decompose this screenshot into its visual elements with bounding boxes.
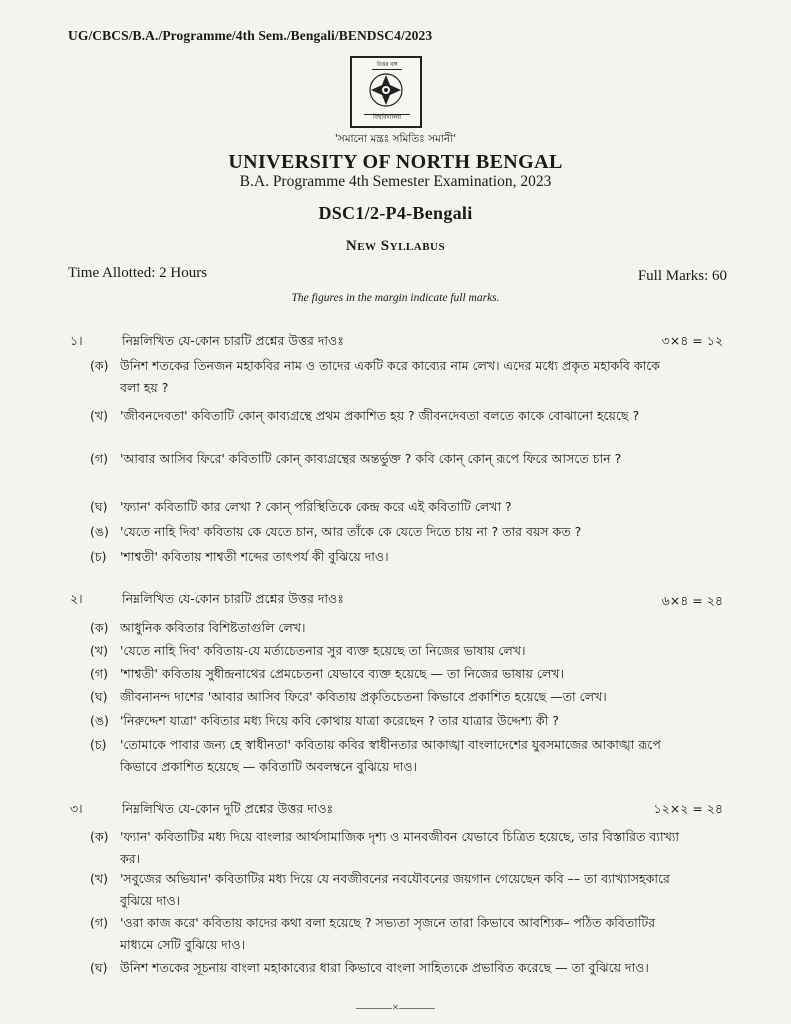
end-marker: ———×——— (356, 1000, 435, 1014)
item-label: (খ) (90, 871, 108, 886)
item-label: (ঘ) (90, 499, 108, 514)
item-text: 'যেতে নাহি দিব' কবিতায়-যে মর্ত্যচেতনার সুর ব্যক্ত হয়েছে তা নিজের ভাষায় লেখ। (120, 643, 526, 658)
item-label: (ক) (90, 620, 109, 635)
logo-top-text: উত্তর বঙ্গ (372, 62, 402, 70)
item-text: 'ওরা কাজ করে' কবিতায় কাদের কথা বলা হয়েছে ? সভ্যতা সৃজনে তারা কিভাবে আবশ্যিক– পঠিত কবিতাটির মাধ্যমে সেটি বুঝিয়ে দাও। (120, 915, 656, 952)
item-text: আধুনিক কবিতার বিশিষ্টতাগুলি লেখ। (120, 620, 306, 635)
paper-code: UG/CBCS/B.A./Programme/4th Sem./Bengali/BENDSC4/2023 (68, 28, 433, 43)
item-text: 'ফ্যান' কবিতাটির মধ্য দিয়ে বাংলার আর্থসামাজিক দৃশ্য ও মানবজীবন যেভাবে চিত্রিত হয়েছে, তার বিস্তারিত ব্যাখ্যা কর। (120, 829, 680, 866)
full-marks: Full Marks: 60 (637, 268, 727, 284)
margin-note: The figures in the margin indicate full marks. (291, 292, 500, 304)
item-text: 'জীবনদেবতা' কবিতাটি কোন্ কাব্যগ্রন্থে প্রথম প্রকাশিত হয় ? জীবনদেবতা বলতে কাকে বোঝানো হয়েছে ? (120, 408, 640, 423)
university-logo (350, 56, 422, 128)
item-text: 'ফ্যান' কবিতাটি কার লেখা ? কোন্ পরিস্থিতিকে কেন্দ্র করে এই কবিতাটি লেখা ? (120, 499, 512, 514)
university-motto: 'সমানো মন্ত্রঃ সমিতিঃ সমানী' (334, 133, 457, 145)
question-heading: নিম্নলিখিত যে-কোন চারটি প্রশ্নের উত্তর দাওঃ (122, 333, 344, 348)
question-number: ১। (70, 333, 83, 348)
logo-bottom-text: বিশ্ববিদ্যালয় (364, 114, 410, 122)
question-marks: ৩×৪ = ১২ (661, 333, 723, 348)
question-heading: নিম্নলিখিত যে-কোন দুটি প্রশ্নের উত্তর দাওঃ (122, 801, 334, 816)
item-text: উনিশ শতকের তিনজন মহাকবির নাম ও তাদের একটি করে কাব্যের নাম লেখ। এদের মধ্যে প্রকৃত মহাকবি কাকে বলা হয় ? (120, 358, 661, 395)
time-allotted: Time Allotted: 2 Hours (68, 265, 208, 281)
emblem-icon (368, 72, 404, 108)
item-label: (ক) (90, 829, 109, 844)
university-name: UNIVERSITY OF NORTH BENGAL (228, 151, 563, 173)
item-label: (খ) (90, 643, 108, 658)
question-number: ২। (70, 591, 83, 606)
item-text: জীবনানন্দ দাশের 'আবার আসিব ফিরে' কবিতায় প্রকৃতিচেতনা কিভাবে প্রকাশিত হয়েছে —তা লেখ। (120, 689, 607, 704)
item-text: 'তোমাকে পাবার জন্য হে স্বাধীনতা' কবিতায় কবির স্বাধীনতার আকাঙ্খা বাংলাদেশের যুবসমাজের আকাঙ্খা রূপে কিভাবে প্রকাশিত হয়েছে — কবিতাটি অবলম্বনে বুঝিয়ে দাও। (120, 737, 661, 774)
paper-title: DSC1/2-P4-Bengali (318, 203, 473, 223)
syllabus-label: New Syllabus (345, 238, 446, 254)
item-label: (ঙ) (90, 713, 109, 728)
item-label: (গ) (90, 666, 108, 681)
question-marks: ১২×২ = ২৪ (653, 801, 723, 816)
exam-title: B.A. Programme 4th Semester Examination, 2023 (239, 173, 552, 190)
question-heading: নিম্নলিখিত যে-কোন চারটি প্রশ্নের উত্তর দাওঃ (122, 591, 344, 606)
item-label: (চ) (90, 549, 107, 564)
item-label: (গ) (90, 915, 108, 930)
item-text: উনিশ শতকের সূচনায় বাংলা মহাকাব্যের ধারা কিভাবে বাংলা সাহিত্যকে প্রভাবিত করেছে — তা বুঝিয়ে দাও। (120, 960, 649, 975)
item-text: 'আবার আসিব ফিরে' কবিতাটি কোন্ কাব্যগ্রন্থের অন্তর্ভুক্ত ? কবি কোন্ কোন্ রূপে ফিরে আসতে চান ? (120, 451, 622, 466)
item-label: (ঘ) (90, 689, 108, 704)
item-label: (ঘ) (90, 960, 108, 975)
item-text: 'যেতে নাহি দিব' কবিতায় কে যেতে চান, আর তাঁকে কে যেতে দিতে চায় না ? তার বয়স কত ? (120, 524, 582, 539)
item-label: (চ) (90, 737, 107, 752)
item-text: 'নিরুদ্দেশ যাত্রা' কবিতার মধ্য দিয়ে কবি কোথায় যাত্রা করেছেন ? তার যাত্রার উদ্দেশ্য কী ? (120, 713, 559, 728)
item-label: (গ) (90, 451, 108, 466)
item-label: (খ) (90, 408, 108, 423)
item-text: 'শাশ্বতী' কবিতায় সুধীন্দ্রনাথের প্রেমচেতনা যেভাবে ব্যক্ত হয়েছে — তা নিজের ভাষায় লেখ। (120, 666, 564, 681)
question-marks: ৬×৪ = ২৪ (661, 593, 723, 608)
question-number: ৩। (70, 801, 83, 816)
item-text: 'সবুজের অভিযান' কবিতাটির মধ্য দিয়ে যে নবজীবনের নবযৌবনের জয়গান গেয়েছেন কবি –– তা ব্যাখ্যাসহকারে বুঝিয়ে দাও। (120, 871, 670, 908)
item-label: (ক) (90, 358, 109, 373)
item-text: 'শাশ্বতী' কবিতায় শাশ্বতী শব্দের তাৎপর্য কী বুঝিয়ে দাও। (120, 549, 389, 564)
item-label: (ঙ) (90, 524, 109, 539)
